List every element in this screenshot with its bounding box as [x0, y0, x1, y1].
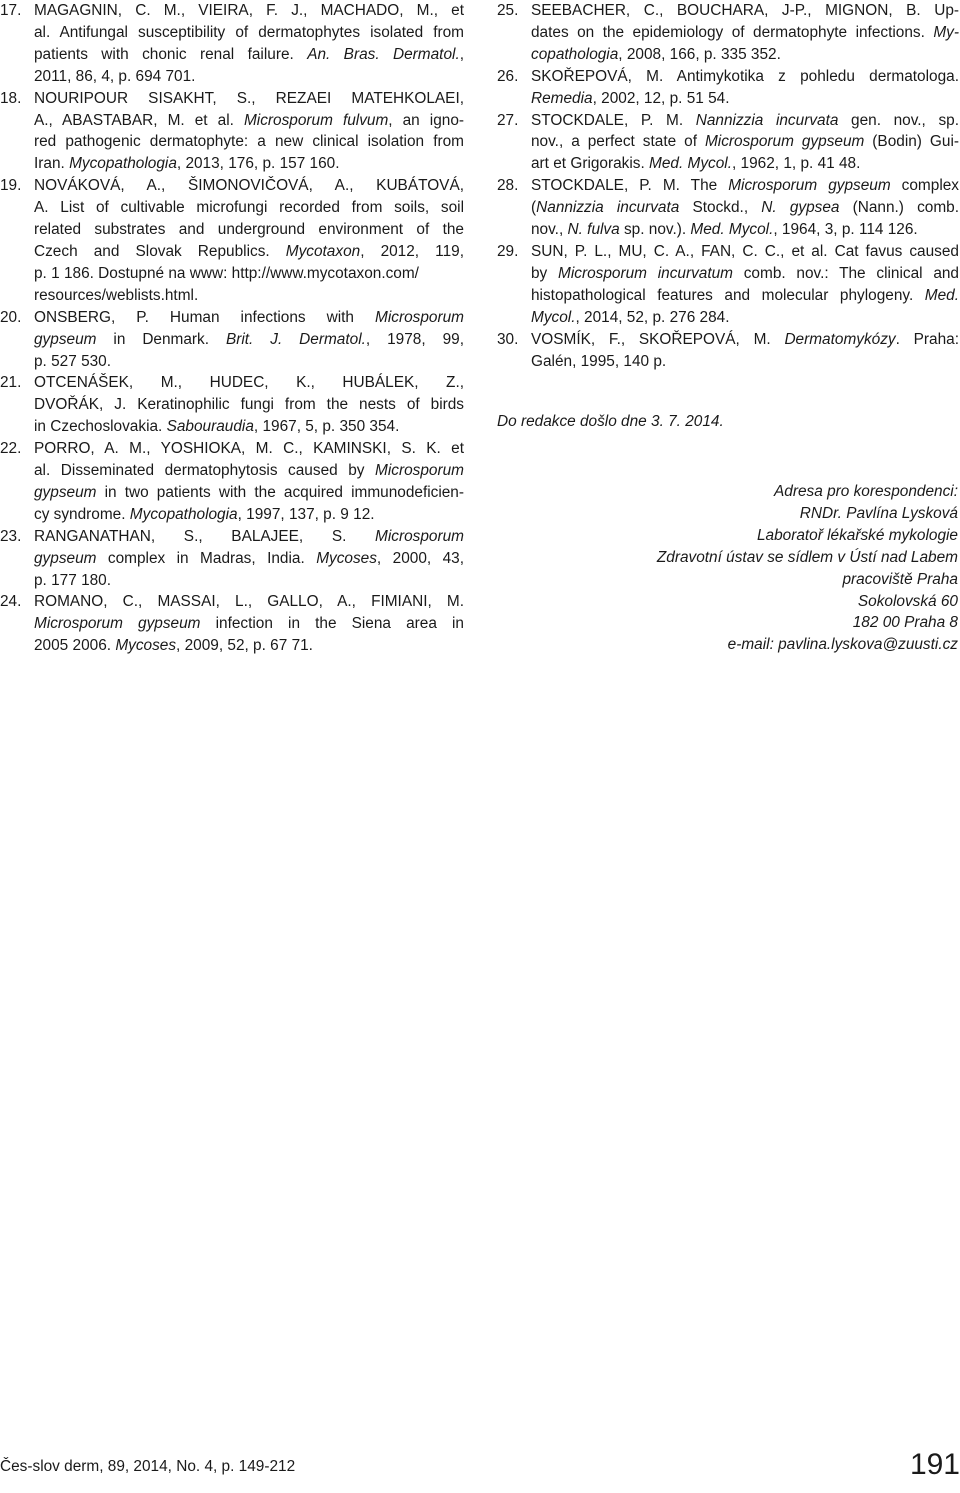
reference-number: 25.: [497, 2, 519, 19]
reference-number: 18.: [0, 89, 22, 107]
reference-item: [0, 88, 464, 176]
reference-line: copathologia, 2008, 166, p. 335 352.: [531, 45, 781, 63]
reference-number: 26.: [497, 67, 519, 85]
reference-line: gypseum complex in Madras, India. Mycoses, 2000, 43,: [34, 549, 464, 567]
reference-number: 22.: [0, 440, 22, 458]
reference-text: [34, 175, 464, 306]
reference-line: STOCKDALE, P. M. Nannizzia incurvata gen. nov., sp.: [531, 111, 959, 129]
address-line: RNDr. Pavlína Lysková: [799, 504, 958, 522]
reference-item: [497, 175, 959, 241]
reference-line: ROMANO, C., MASSAI, L., GALLO, A., FIMIANI, M.: [34, 593, 464, 611]
reference-line: NOURIPOUR SISAKHT, S., REZAEI MATEHKOLAEI,: [34, 89, 464, 107]
reference-line: DVOŘÁK, J. Keratinophilic fungi from the nests of birds: [34, 396, 464, 414]
reference-line: RANGANATHAN, S., BALAJEE, S. Microsporum: [34, 527, 464, 545]
reference-number: 21.: [0, 374, 22, 392]
reference-number: 28.: [497, 177, 519, 195]
reference-number: 20.: [0, 308, 22, 326]
address-line: e-mail: pavlina.lyskova@zuusti.cz: [727, 636, 958, 654]
reference-line: STOCKDALE, P. M. The Microsporum gypseum complex: [531, 177, 959, 195]
address-line: Zdravotní ústav se sídlem v Ústí nad Labem: [656, 548, 958, 566]
reference-text: [34, 526, 464, 592]
reference-line: 2005 2006. Mycoses, 2009, 52, p. 67 71.: [34, 637, 313, 655]
reference-line: resources/weblists.html.: [34, 286, 199, 304]
reference-line: related substrates and underground environment of the: [34, 221, 464, 239]
reference-text: [531, 329, 959, 373]
journal-citation: Čes-slov derm, 89, 2014, No. 4, p. 149-212: [0, 1458, 296, 1475]
reference-line: (Nannizzia incurvata Stockd., N. gypsea (Nann.) comb.: [531, 199, 960, 217]
reference-text: [531, 110, 959, 176]
reference-line: SUN, P. L., MU, C. A., FAN, C. C., et al. Cat favus caused: [531, 242, 959, 260]
reference-item: [497, 329, 959, 373]
reference-item: [0, 307, 464, 373]
reference-item: [497, 0, 959, 66]
reference-line: SKOŘEPOVÁ, M. Antimykotika z pohledu dermatologa.: [531, 67, 959, 85]
reference-number: 24.: [0, 593, 22, 611]
reference-line: gypseum in two patients with the acquired immunodeficien-: [34, 483, 464, 501]
reference-line: patients with chonic renal failure. An. Bras. Dermatol.,: [34, 45, 464, 63]
reference-item: [0, 372, 464, 438]
reference-text: [531, 66, 959, 110]
reference-item: [497, 66, 959, 110]
reference-line: gypseum in Denmark. Brit. J. Dermatol., 1978, 99,: [34, 330, 464, 348]
address-line: Laboratoř lékařské mykologie: [756, 526, 958, 544]
received-date: Do redakce došlo dne 3. 7. 2014.: [497, 413, 724, 430]
correspondence-address: [657, 481, 958, 656]
reference-text: [531, 175, 959, 241]
reference-line: NOVÁKOVÁ, A., ŠIMONOVIČOVÁ, A., KUBÁTOVÁ,: [34, 177, 464, 195]
reference-line: Microsporum gypseum infection in the Siena area in: [34, 615, 464, 633]
reference-number: 19.: [0, 177, 22, 195]
address-line: 182 00 Praha 8: [852, 614, 958, 632]
reference-line: 2011, 86, 4, p. 694 701.: [34, 67, 196, 85]
reference-item: [0, 175, 464, 306]
reference-item: [0, 526, 464, 592]
reference-number: 23.: [0, 527, 22, 545]
reference-text: [531, 0, 959, 66]
reference-line: art et Grigorakis. Med. Mycol., 1962, 1, p. 41 48.: [531, 155, 861, 173]
reference-text: [34, 307, 464, 373]
reference-line: p. 177 180.: [34, 571, 112, 589]
reference-line: nov., a perfect state of Microsporum gypseum (Bodin) Gui-: [531, 133, 959, 151]
reference-line: p. 1 186. Dostupné na www: http://www.mycotaxon.com/: [34, 264, 419, 282]
reference-line: ONSBERG, P. Human infections with Microsporum: [34, 308, 464, 326]
reference-text: [34, 0, 464, 88]
reference-number: 30.: [497, 330, 519, 348]
reference-number: 17.: [0, 2, 22, 19]
reference-line: Remedia, 2002, 12, p. 51 54.: [531, 89, 730, 107]
reference-text: [34, 438, 464, 526]
reference-line: Czech and Slovak Republics. Mycotaxon, 2012, 119,: [34, 242, 464, 260]
reference-line: Iran. Mycopathologia, 2013, 176, p. 157 160.: [34, 155, 340, 173]
reference-line: nov., N. fulva sp. nov.). Med. Mycol., 1964, 3, p. 114 126.: [531, 221, 918, 239]
reference-item: [497, 241, 959, 329]
reference-item: [497, 110, 959, 176]
reference-line: PORRO, A. M., YOSHIOKA, M. C., KAMINSKI, S. K. et: [34, 440, 464, 458]
address-line: pracoviště Praha: [842, 570, 958, 588]
reference-number: 27.: [497, 111, 519, 129]
reference-line: A. List of cultivable microfungi recorded from soils, soil: [34, 199, 464, 217]
address-line: Adresa pro korespondenci:: [774, 483, 958, 500]
reference-line: in Czechoslovakia. Sabouraudia, 1967, 5, p. 350 354.: [34, 418, 400, 436]
reference-line: by Microsporum incurvatum comb. nov.: The clinical and: [531, 264, 959, 282]
reference-item: [0, 591, 464, 657]
reference-text: [34, 372, 464, 438]
reference-line: al. Disseminated dermatophytosis caused by Microsporum: [34, 462, 464, 480]
reference-line: al. Antifungal susceptibility of dermatophytes isolated from: [34, 23, 464, 41]
reference-line: Galén, 1995, 140 p.: [531, 352, 667, 370]
reference-line: MAGAGNIN, C. M., VIEIRA, F. J., MACHADO, M., et: [34, 2, 464, 19]
reference-line: SEEBACHER, C., BOUCHARA, J-P., MIGNON, B. Up-: [531, 2, 959, 19]
reference-text: [34, 88, 464, 176]
reference-line: VOSMÍK, F., SKOŘEPOVÁ, M. Dermatomykózy. Praha:: [531, 330, 960, 348]
reference-line: Mycol., 2014, 52, p. 276 284.: [531, 308, 730, 326]
reference-line: A., ABASTABAR, M. et al. Microsporum fulvum, an igno-: [34, 111, 465, 129]
reference-item: [0, 438, 464, 526]
reference-line: p. 527 530.: [34, 352, 112, 370]
reference-item: [0, 0, 464, 88]
reference-line: OTCENÁŠEK, M., HUDEC, K., HUBÁLEK, Z.,: [34, 374, 464, 392]
reference-line: red pathogenic dermatophyte: a new clinical isolation from: [34, 133, 464, 151]
page-number: 191: [909, 1448, 960, 1481]
reference-line: cy syndrome. Mycopathologia, 1997, 137, p. 9 12.: [34, 505, 375, 523]
reference-text: [531, 241, 959, 329]
reference-text: [34, 591, 464, 657]
references-right-column: [497, 0, 959, 372]
reference-line: histopathological features and molecular phylogeny. Med.: [531, 286, 959, 304]
reference-line: dates on the epidemiology of dermatophyte infections. My-: [531, 23, 959, 41]
address-line: Sokolovská 60: [857, 592, 958, 610]
reference-number: 29.: [497, 242, 519, 260]
references-left-column: [0, 0, 464, 657]
